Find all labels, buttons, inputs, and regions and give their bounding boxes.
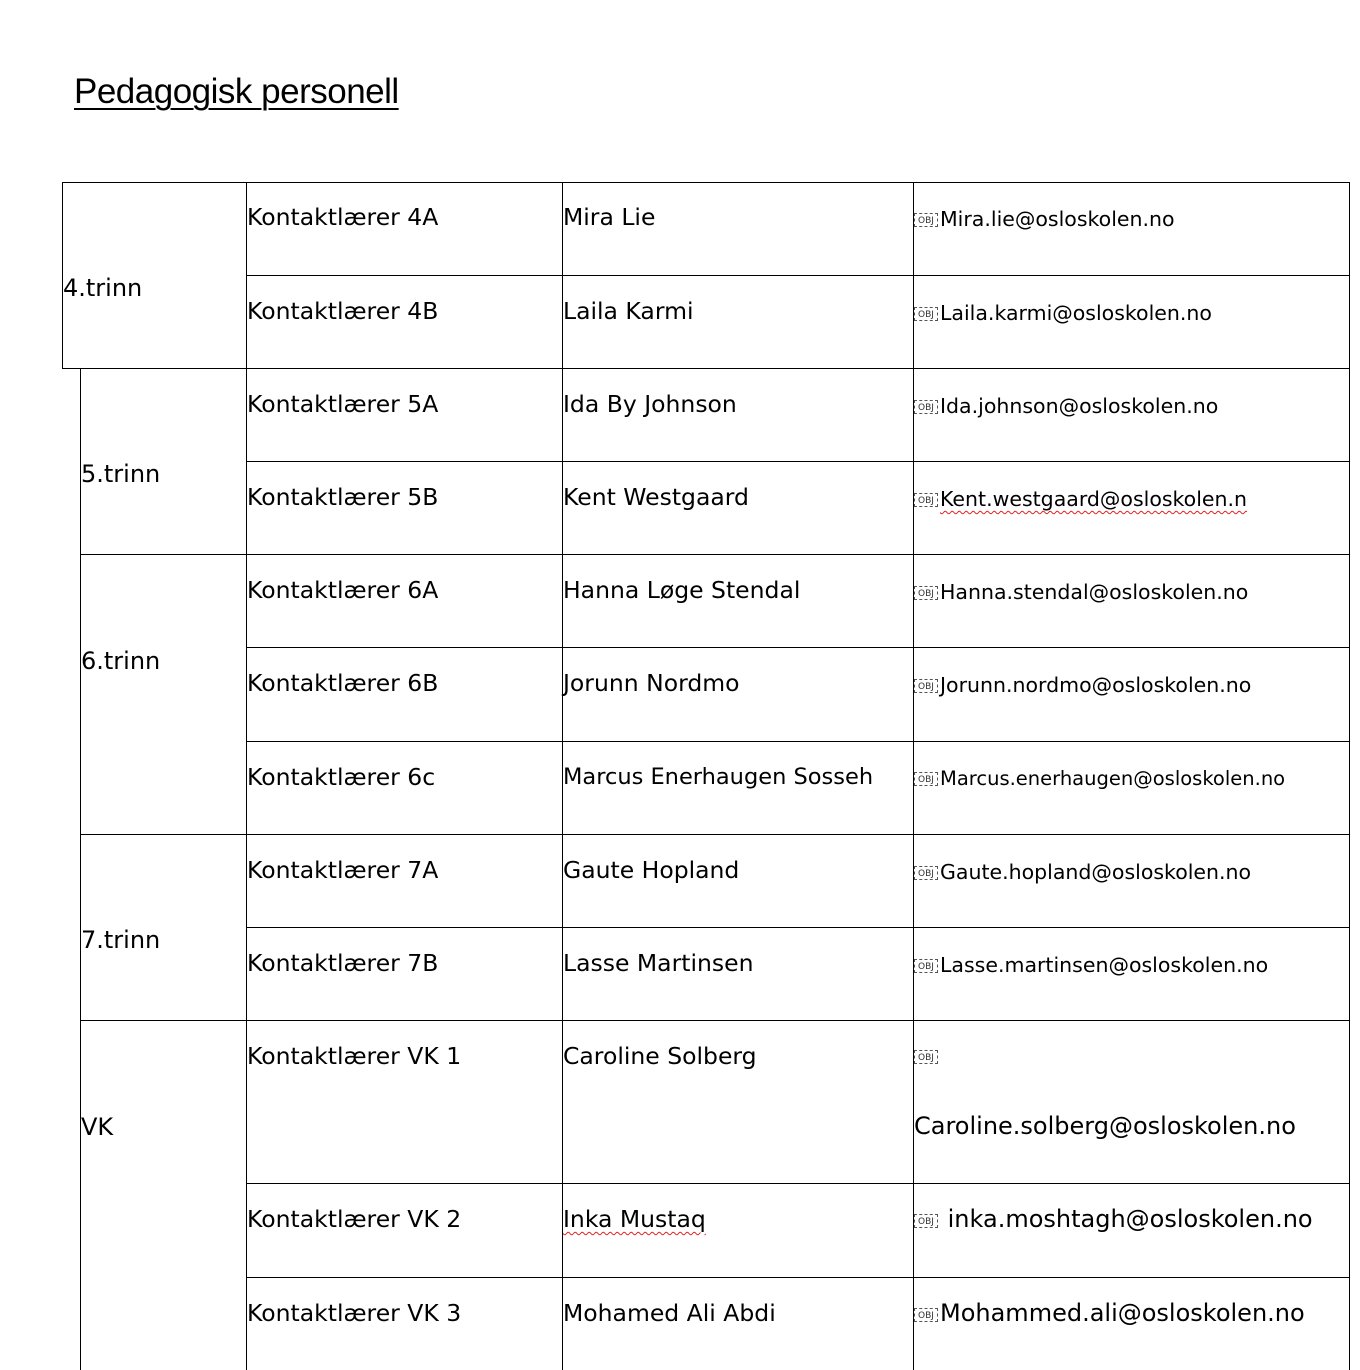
embedded-object-icon: OBJ — [914, 1308, 938, 1322]
embedded-object-icon: OBJ — [914, 679, 938, 693]
row-divider — [246, 1277, 1350, 1278]
email-link[interactable]: Kent.westgaard@osloskolen.n — [940, 487, 1248, 511]
email-cell[interactable] — [914, 951, 1268, 979]
email-link[interactable]: Ida.johnson@osloskolen.no — [940, 394, 1219, 418]
name-cell: Mira Lie — [563, 203, 656, 231]
email-link[interactable]: Mohammed.ali@osloskolen.no — [940, 1299, 1305, 1327]
embedded-object-icon: OBJ — [914, 866, 938, 880]
group-divider — [80, 1020, 1350, 1021]
email-cell[interactable] — [914, 765, 1285, 793]
grade-label: VK — [81, 1113, 114, 1141]
row-divider — [246, 275, 1350, 276]
role-cell: Kontaktlærer 6B — [247, 669, 439, 697]
email-link[interactable]: inka.moshtagh@osloskolen.no — [940, 1205, 1313, 1233]
email-link[interactable]: Mira.lie@osloskolen.no — [940, 207, 1175, 231]
row-divider — [246, 927, 1350, 928]
group-divider — [80, 834, 1350, 835]
role-cell: Kontaktlærer 6A — [247, 576, 439, 604]
email-link[interactable]: Caroline.solberg@osloskolen.no — [914, 1112, 1296, 1140]
email-link[interactable]: Laila.karmi@osloskolen.no — [940, 301, 1212, 325]
embedded-object-icon: OBJ — [914, 772, 938, 786]
email-cell[interactable] — [914, 485, 1247, 513]
row-divider — [246, 461, 1350, 462]
email-cell[interactable] — [914, 858, 1251, 886]
table-border-left — [80, 368, 81, 1370]
role-cell: Kontaktlærer 6c — [247, 763, 436, 791]
page-title: Pedagogisk personell — [74, 72, 399, 111]
embedded-object-icon: OBJ — [914, 213, 938, 227]
role-cell: Kontaktlærer 5B — [247, 483, 439, 511]
name-cell — [563, 1205, 706, 1233]
grade-label: 7.trinn — [81, 926, 161, 954]
email-cell[interactable] — [914, 205, 1175, 233]
role-cell: Kontaktlærer 4B — [247, 297, 439, 325]
row-divider — [246, 647, 1350, 648]
name-cell: Kent Westgaard — [563, 483, 749, 511]
name-cell: Hanna Løge Stendal — [563, 576, 801, 604]
embedded-object-icon: OBJ — [914, 1214, 938, 1228]
row-divider — [246, 1183, 1350, 1184]
table-border-right — [1349, 182, 1350, 1370]
role-cell: Kontaktlærer 4A — [247, 203, 439, 231]
role-cell: Kontaktlærer 5A — [247, 390, 439, 418]
role-cell: Kontaktlærer VK 2 — [247, 1205, 462, 1233]
table-border-top — [62, 182, 1350, 183]
role-cell: Kontaktlærer VK 1 — [247, 1042, 462, 1070]
embedded-object-icon: OBJ — [914, 493, 938, 507]
email-link[interactable]: Hanna.stendal@osloskolen.no — [940, 580, 1249, 604]
grade-label: 4.trinn — [63, 274, 143, 302]
email-cell[interactable] — [914, 671, 1251, 699]
email-cell[interactable] — [914, 299, 1212, 327]
row-divider — [246, 741, 1350, 742]
embedded-object-icon: OBJ — [914, 959, 938, 973]
name-cell: Lasse Martinsen — [563, 949, 754, 977]
email-cell[interactable] — [914, 1299, 1305, 1327]
email-link[interactable]: Marcus.enerhaugen@osloskolen.no — [940, 767, 1286, 790]
group-divider — [80, 554, 1350, 555]
embedded-object-icon: OBJ — [914, 400, 938, 414]
role-cell: Kontaktlærer VK 3 — [247, 1299, 462, 1327]
name-cell: Mohamed Ali Abdi — [563, 1299, 776, 1327]
email-cell[interactable] — [914, 392, 1218, 420]
email-link[interactable]: Gaute.hopland@osloskolen.no — [940, 860, 1252, 884]
name-text: Inka Mustaq — [563, 1205, 706, 1233]
grade-label: 6.trinn — [81, 647, 161, 675]
email-link[interactable]: Jorunn.nordmo@osloskolen.no — [940, 673, 1252, 697]
embedded-object-icon: OBJ — [914, 307, 938, 321]
embedded-object-cell — [914, 1042, 940, 1070]
name-cell: Gaute Hopland — [563, 856, 740, 884]
grade-label: 5.trinn — [81, 460, 161, 488]
name-cell: Caroline Solberg — [563, 1042, 757, 1070]
group-divider — [62, 368, 1350, 369]
embedded-object-icon: OBJ — [914, 586, 938, 600]
role-cell: Kontaktlærer 7B — [247, 949, 439, 977]
name-cell: Marcus Enerhaugen Sosseh — [563, 764, 874, 790]
name-cell: Jorunn Nordmo — [563, 669, 740, 697]
name-cell: Ida By Johnson — [563, 390, 737, 418]
name-cell: Laila Karmi — [563, 297, 694, 325]
role-cell: Kontaktlærer 7A — [247, 856, 439, 884]
email-link[interactable]: Lasse.martinsen@osloskolen.no — [940, 953, 1269, 977]
embedded-object-icon: OBJ — [914, 1050, 938, 1064]
email-cell[interactable] — [914, 1205, 1313, 1233]
email-cell[interactable] — [914, 578, 1248, 606]
